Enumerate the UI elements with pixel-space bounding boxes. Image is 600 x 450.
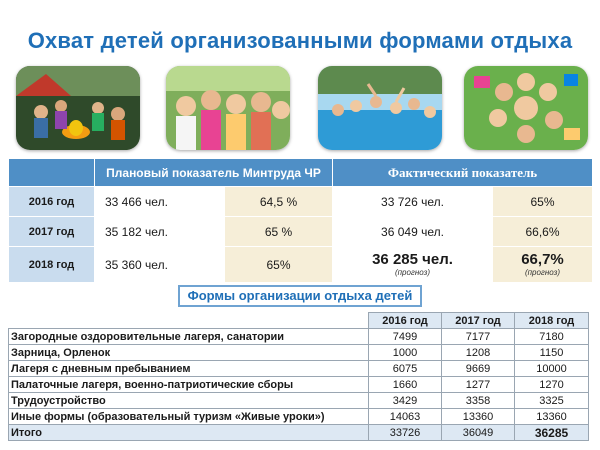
fact-count-value: 36 285 чел. bbox=[372, 250, 453, 268]
value-cell: 3429 bbox=[369, 393, 442, 409]
children-group-photo bbox=[166, 66, 290, 150]
year-cell: 2016 год bbox=[9, 187, 95, 217]
form-label: Загородные оздоровительные лагеря, санатории bbox=[9, 329, 369, 345]
fact-pct-value: 66,7% bbox=[521, 250, 564, 268]
value-cell: 1660 bbox=[369, 377, 442, 393]
form-label: Иные формы (образовательный туризм «Живые уроки») bbox=[9, 409, 369, 425]
value-cell: 14063 bbox=[369, 409, 442, 425]
plan-count-cell: 35 360 чел. bbox=[95, 247, 225, 283]
table-row bbox=[9, 393, 589, 409]
value-cell: 9669 bbox=[442, 361, 515, 377]
value-cell: 6075 bbox=[369, 361, 442, 377]
section-label: Формы организации отдыха детей bbox=[178, 285, 422, 307]
form-label: Палаточные лагеря, военно-патриотические сборы bbox=[9, 377, 369, 393]
table-row bbox=[9, 187, 593, 217]
plan-count-cell: 33 466 чел. bbox=[95, 187, 225, 217]
fact-pct-cell: 65% bbox=[493, 187, 593, 217]
table-row bbox=[9, 217, 593, 247]
plan-pct-cell: 64,5 % bbox=[225, 187, 333, 217]
value-cell: 33726 bbox=[369, 425, 442, 441]
value-cell: 7177 bbox=[442, 329, 515, 345]
plan-pct-cell: 65% bbox=[225, 247, 333, 283]
total-label: Итого bbox=[9, 425, 369, 441]
value-cell: 36285 bbox=[515, 425, 589, 441]
plan-table-header bbox=[9, 159, 593, 187]
total-row bbox=[9, 425, 589, 441]
value-cell: 1277 bbox=[442, 377, 515, 393]
fact-count-cell bbox=[333, 247, 493, 283]
slide-title: Охват детей организованными формами отдыха bbox=[27, 28, 573, 53]
plan-vs-fact-table bbox=[8, 158, 593, 283]
value-cell: 1270 bbox=[515, 377, 589, 393]
table-row bbox=[9, 409, 589, 425]
forms-table-header bbox=[9, 313, 589, 329]
form-label: Зарница, Орленок bbox=[9, 345, 369, 361]
form-label: Лагеря с дневным пребыванием bbox=[9, 361, 369, 377]
year-cell: 2018 год bbox=[9, 247, 95, 283]
photo-strip bbox=[16, 66, 588, 152]
value-cell: 36049 bbox=[442, 425, 515, 441]
fact-pct-cell bbox=[493, 247, 593, 283]
table-row bbox=[9, 361, 589, 377]
table-row bbox=[9, 345, 589, 361]
year-header: 2016 год bbox=[369, 313, 442, 329]
forecast-note: (прогноз) bbox=[524, 267, 561, 277]
table-row bbox=[9, 329, 589, 345]
value-cell: 3358 bbox=[442, 393, 515, 409]
pool-photo bbox=[318, 66, 442, 150]
forecast-note: (прогноз) bbox=[394, 267, 431, 277]
header-blank bbox=[9, 159, 95, 187]
value-cell: 1208 bbox=[442, 345, 515, 361]
year-header: 2017 год bbox=[442, 313, 515, 329]
value-cell: 13360 bbox=[442, 409, 515, 425]
campfire-photo bbox=[16, 66, 140, 150]
header-plan: Плановый показатель Минтруда ЧР bbox=[95, 159, 333, 187]
value-cell: 3325 bbox=[515, 393, 589, 409]
plan-count-cell: 35 182 чел. bbox=[95, 217, 225, 247]
year-cell: 2017 год bbox=[9, 217, 95, 247]
fact-count-cell: 36 049 чел. bbox=[333, 217, 493, 247]
plan-pct-cell: 65 % bbox=[225, 217, 333, 247]
value-cell: 1000 bbox=[369, 345, 442, 361]
value-cell: 13360 bbox=[515, 409, 589, 425]
value-cell: 10000 bbox=[515, 361, 589, 377]
header-fact: Фактический показатель bbox=[333, 159, 593, 187]
fact-count-cell: 33 726 чел. bbox=[333, 187, 493, 217]
year-header: 2018 год bbox=[515, 313, 589, 329]
header-blank bbox=[9, 313, 369, 329]
value-cell: 7499 bbox=[369, 329, 442, 345]
value-cell: 1150 bbox=[515, 345, 589, 361]
form-label: Трудоустройство bbox=[9, 393, 369, 409]
circle-of-children-photo bbox=[464, 66, 588, 150]
table-row bbox=[9, 247, 593, 283]
fact-pct-cell: 66,6% bbox=[493, 217, 593, 247]
forms-table bbox=[8, 312, 589, 441]
value-cell: 7180 bbox=[515, 329, 589, 345]
table-row bbox=[9, 377, 589, 393]
